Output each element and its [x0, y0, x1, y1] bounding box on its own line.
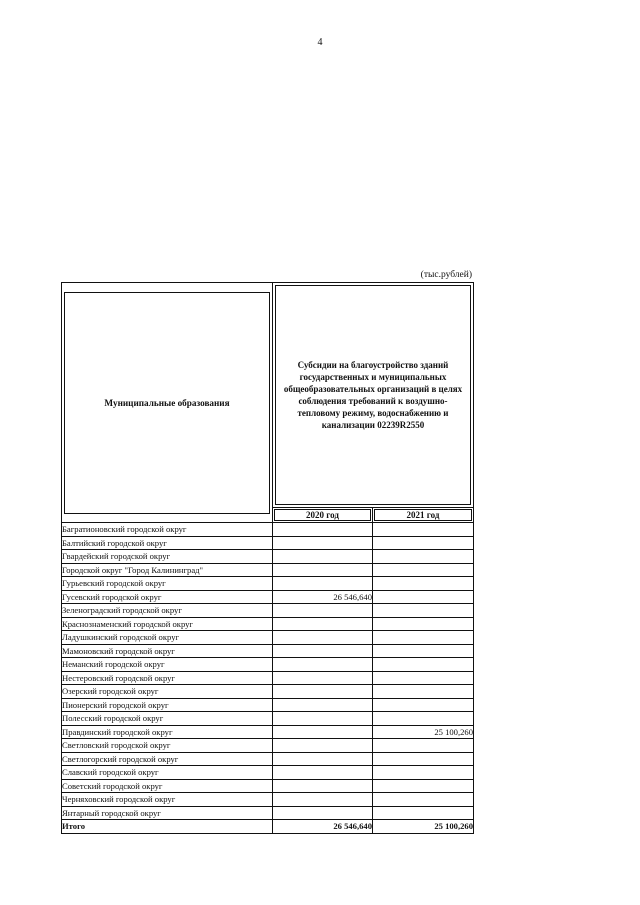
value-2021-cell: [373, 577, 474, 591]
value-2021-cell: [373, 793, 474, 807]
value-2020-cell: [273, 698, 373, 712]
value-2021-cell: [373, 604, 474, 618]
municipality-cell: Краснознаменский городской округ: [62, 617, 273, 631]
value-2020-cell: 26 546,640: [273, 590, 373, 604]
value-2020-cell: [273, 658, 373, 672]
municipality-cell: Янтарный городской округ: [62, 806, 273, 820]
value-2021-cell: [373, 590, 474, 604]
value-2021-cell: [373, 766, 474, 780]
total-row: [62, 820, 474, 834]
table-row: [62, 550, 474, 564]
value-2021-cell: [373, 698, 474, 712]
municipality-cell: Правдинский городской округ: [62, 725, 273, 739]
value-2021-cell: [373, 536, 474, 550]
value-2020-cell: [273, 712, 373, 726]
value-2020-cell: [273, 631, 373, 645]
table-row: [62, 631, 474, 645]
table-row: [62, 766, 474, 780]
value-2020-cell: [273, 550, 373, 564]
municipality-cell: Ладушкинский городской округ: [62, 631, 273, 645]
value-2021-cell: [373, 752, 474, 766]
value-2020-cell: [273, 806, 373, 820]
value-2021-cell: [373, 685, 474, 699]
value-2020-cell: [273, 793, 373, 807]
value-2020-cell: [273, 671, 373, 685]
units-label: (тыс.рублей): [420, 270, 472, 280]
value-2020-cell: [273, 563, 373, 577]
table-row: [62, 563, 474, 577]
table-row: [62, 793, 474, 807]
header-municipality-label: Муниципальные образования: [104, 397, 230, 408]
table-body: [62, 523, 474, 834]
value-2021-cell: [373, 550, 474, 564]
table-row: [62, 590, 474, 604]
value-2020-cell: [273, 739, 373, 753]
value-2021-cell: [373, 523, 474, 537]
header-year-2020: 2020 год: [273, 508, 373, 523]
table-row: [62, 739, 474, 753]
value-2020-cell: [273, 604, 373, 618]
municipality-cell: Полесский городской округ: [62, 712, 273, 726]
municipality-cell: Нестеровский городской округ: [62, 671, 273, 685]
municipality-cell: Советский городской округ: [62, 779, 273, 793]
municipality-cell: Озерский городской округ: [62, 685, 273, 699]
total-2021: 25 100,260: [373, 820, 474, 834]
value-2021-cell: [373, 563, 474, 577]
municipality-cell: Гусевский городской округ: [62, 590, 273, 604]
table-row: [62, 604, 474, 618]
municipality-cell: Неманский городской округ: [62, 658, 273, 672]
value-2021-cell: [373, 671, 474, 685]
header-subsidy-label: Субсидии на благоустройство зданий государственных и муниципальных общеобразовательных организаций в целях соблюдения требований к воздушно-тепловому режиму, водоснабжению и канализации 02239R2550: [283, 359, 463, 431]
municipality-cell: Пионерский городской округ: [62, 698, 273, 712]
value-2020-cell: [273, 766, 373, 780]
municipality-cell: Зеленоградский городской округ: [62, 604, 273, 618]
table-row: [62, 712, 474, 726]
total-2020: 26 546,640: [273, 820, 373, 834]
table-row: [62, 536, 474, 550]
header-subsidy: [273, 283, 474, 508]
value-2020-cell: [273, 523, 373, 537]
header-municipality: [62, 283, 273, 523]
value-2021-cell: [373, 806, 474, 820]
table-row: [62, 523, 474, 537]
table-row: [62, 644, 474, 658]
table-row: [62, 698, 474, 712]
value-2020-cell: [273, 725, 373, 739]
subsidy-table: [61, 282, 474, 834]
value-2020-cell: [273, 644, 373, 658]
value-2020-cell: [273, 536, 373, 550]
municipality-cell: Гурьевский городской округ: [62, 577, 273, 591]
table-row: [62, 779, 474, 793]
municipality-cell: Славский городской округ: [62, 766, 273, 780]
municipality-cell: Багратионовский городской округ: [62, 523, 273, 537]
value-2021-cell: 25 100,260: [373, 725, 474, 739]
municipality-cell: Светлогорский городской округ: [62, 752, 273, 766]
municipality-cell: Мамоновский городской округ: [62, 644, 273, 658]
value-2021-cell: [373, 779, 474, 793]
table-row: [62, 671, 474, 685]
municipality-cell: Черняховский городской округ: [62, 793, 273, 807]
value-2020-cell: [273, 752, 373, 766]
table-row: [62, 752, 474, 766]
value-2021-cell: [373, 631, 474, 645]
municipality-cell: Светловский городской округ: [62, 739, 273, 753]
value-2021-cell: [373, 712, 474, 726]
value-2020-cell: [273, 685, 373, 699]
value-2020-cell: [273, 617, 373, 631]
municipality-cell: Балтийский городской округ: [62, 536, 273, 550]
table-row: [62, 806, 474, 820]
page-number: 4: [317, 37, 323, 48]
value-2021-cell: [373, 644, 474, 658]
table-row: [62, 577, 474, 591]
value-2020-cell: [273, 779, 373, 793]
table-row: [62, 658, 474, 672]
value-2020-cell: [273, 577, 373, 591]
table-row: [62, 685, 474, 699]
value-2021-cell: [373, 739, 474, 753]
value-2021-cell: [373, 658, 474, 672]
municipality-cell: Городской округ "Город Калининград": [62, 563, 273, 577]
municipality-cell: Гвардейский городской округ: [62, 550, 273, 564]
table-row: [62, 617, 474, 631]
value-2021-cell: [373, 617, 474, 631]
table-row: [62, 725, 474, 739]
header-year-2021: 2021 год: [373, 508, 474, 523]
total-label: Итого: [62, 820, 273, 834]
